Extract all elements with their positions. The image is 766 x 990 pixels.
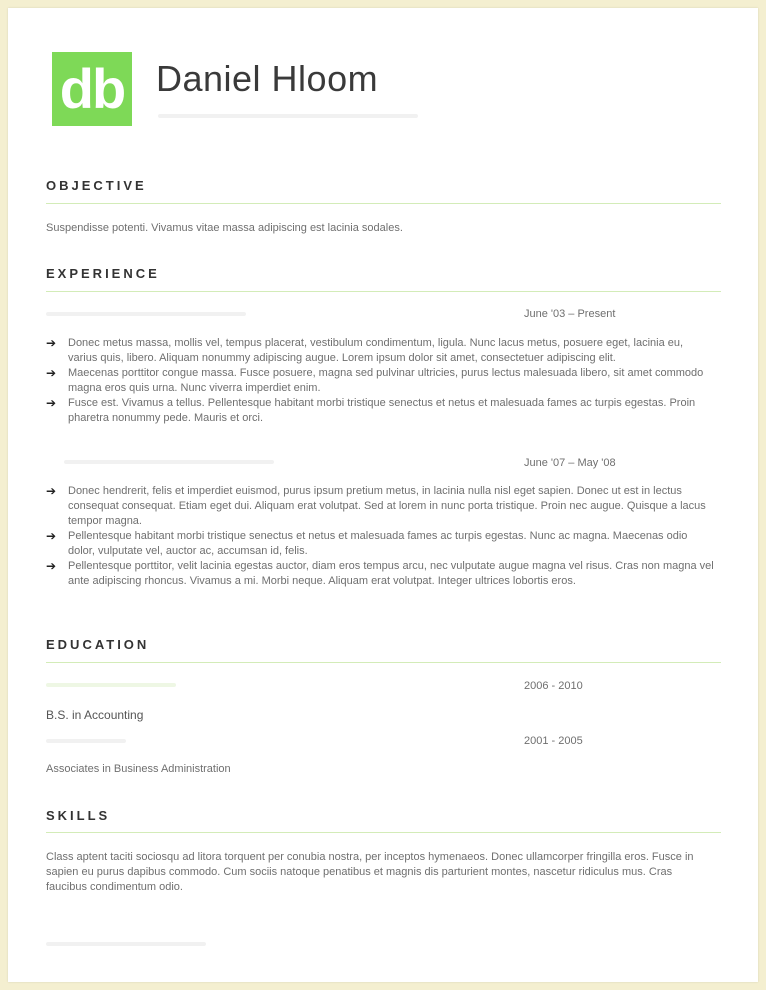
- arrow-right-icon: ➔: [46, 366, 57, 380]
- job-title-placeholder-line: [46, 312, 246, 316]
- skills-divider: [46, 832, 721, 833]
- arrow-right-icon: ➔: [46, 336, 57, 350]
- school-placeholder-line: [46, 683, 176, 687]
- objective-divider: [46, 203, 721, 204]
- list-item: [46, 396, 714, 426]
- arrow-right-icon: ➔: [46, 559, 57, 573]
- degree-text: Associates in Business Administration: [46, 763, 231, 775]
- job-dates: June '07 – May '08: [524, 457, 616, 469]
- job-bullet-list: [46, 484, 714, 589]
- education-dates: 2006 - 2010: [524, 680, 583, 692]
- list-item: [46, 336, 714, 366]
- bullet-text: Fusce est. Vivamus a tellus. Pellentesque habitant morbi tristique senectus et netus et malesuada fames ac turpis egestas. Proin pharetra nonummy pede. Mauris et orci.: [68, 397, 696, 424]
- school-placeholder-line: [46, 739, 126, 743]
- job-dates: June '03 – Present: [524, 308, 616, 320]
- objective-heading: OBJECTIVE: [46, 178, 147, 193]
- degree-text: B.S. in Accounting: [46, 708, 144, 722]
- experience-heading: EXPERIENCE: [46, 266, 160, 281]
- contact-placeholder-line: [158, 114, 418, 118]
- list-item: [46, 366, 714, 396]
- bullet-text: Donec metus massa, mollis vel, tempus placerat, vestibulum condimentum, ligula. Nunc lacus metus, posuere eget, lacinia eu, varius quis, libero. Aliquam nonummy adipiscing augue. Lorem ipsum dolor sit amet, consectetuer adipiscing elit.: [68, 337, 684, 364]
- job-bullet-list: [46, 336, 714, 426]
- monogram-logo: [52, 52, 132, 126]
- education-heading: EDUCATION: [46, 637, 150, 652]
- bullet-text: Maecenas porttitor congue massa. Fusce posuere, magna sed pulvinar ultricies, purus lectus malesuada libero, sit amet commodo magna eros quis urna. Nunc viverra imperdiet enim.: [68, 367, 704, 394]
- bullet-text: Pellentesque porttitor, velit lacinia egestas auctor, diam eros tempus arcu, nec vulputate augue magna vel risus. Cras non magna vel ante adipiscing rhoncus. Vivamus a mi. Morbi neque. Aliquam erat volutpat. Integer ultrices lobortis eros.: [68, 560, 714, 587]
- education-divider: [46, 662, 721, 663]
- bullet-text: Pellentesque habitant morbi tristique senectus et netus et malesuada fames ac turpis egestas. Nunc ac magna. Maecenas odio dolor, vulputate vel, auctor ac, accumsan id, felis.: [68, 530, 688, 557]
- footer-placeholder-line: [46, 942, 206, 946]
- skills-text: Class aptent taciti sociosqu ad litora torquent per conubia nostra, per inceptos hymenaeos. Donec ullamcorper fringilla eros. Fusce in sapien eu purus dapibus commodo. Cum sociis natoque penatibus et magnis dis parturient montes, nascetur ridiculus mus. Cras faucibus condimentum odio.: [46, 851, 694, 893]
- list-item: [46, 559, 714, 589]
- job-title-placeholder-line: [64, 460, 274, 464]
- education-dates: 2001 - 2005: [524, 735, 583, 747]
- experience-divider: [46, 291, 721, 292]
- logo-text: db: [59, 57, 125, 120]
- arrow-right-icon: ➔: [46, 484, 57, 498]
- skills-heading: SKILLS: [46, 808, 111, 823]
- arrow-right-icon: ➔: [46, 396, 57, 410]
- list-item: [46, 484, 714, 529]
- bullet-text: Donec hendrerit, felis et imperdiet euismod, purus ipsum pretium metus, in lacinia nulla nisl eget sapien. Donec ut est in lectus consequat consequat. Etiam eget dui. Aliquam erat volutpat. Sed at lorem in nunc porta tristique. Proin nec augue. Quisque a lacus tempor magna.: [68, 485, 706, 527]
- objective-text: Suspendisse potenti. Vivamus vitae massa adipiscing est lacinia sodales.: [46, 222, 403, 234]
- arrow-right-icon: ➔: [46, 529, 57, 543]
- candidate-name: Daniel Hloom: [156, 58, 379, 99]
- list-item: [46, 529, 714, 559]
